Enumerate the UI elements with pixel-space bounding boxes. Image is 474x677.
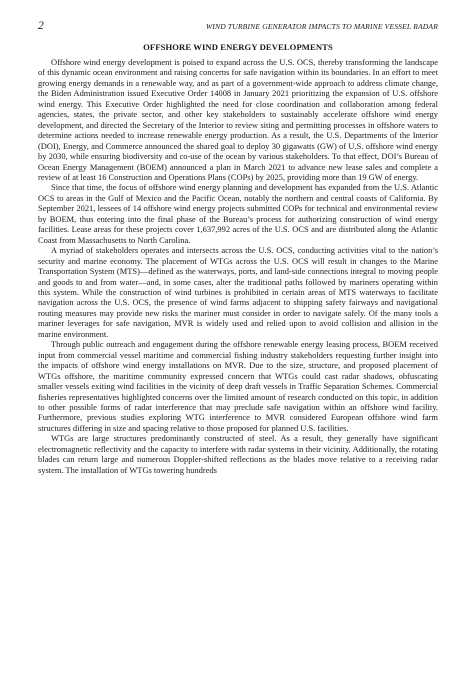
- running-title: WIND TURBINE GENERATOR IMPACTS TO MARINE VESSEL RADAR: [205, 22, 438, 31]
- body-text: [38, 57, 438, 475]
- paragraph: WTGs are large structures predominantly constructed of steel. As a result, they generally have significant electromagnetic reflectivity and the capacity to interfere with radar systems in their vicinity. Additionally, the rotating blades can return large and numerous Doppler-shifted reflections as the blades move relative to a receiving radar system. The installation of WTGs towering hundreds: [38, 433, 438, 475]
- paragraph: Offshore wind energy development is poised to expand across the U.S. OCS, thereby transforming the landscape of this dynamic ocean environment and raising concerns for safe navigation within its boundaries. In an effort to meet growing energy demands in a renewable way, and as part of a government-wide approach to address climate change, the Biden Administration issued Executive Order 14008 in January 2021 prioritizing the expansion of U.S. offshore wind energy. This Executive Order highlighted the need for close coordination and collaboration among federal agencies, states, the private sector, and other key stakeholders to sustainably accelerate offshore wind energy development, and directed the Secretary of the Interior to review siting and permitting processes in offshore waters to determine actions needed to increase renewable energy production. As a result, the U.S. Departments of the Interior (DOI), Energy, and Commerce announced the shared goal to deploy 30 gigawatts (GW) of U.S. offshore wind energy by 2030, while ensuring biodiversity and co-use of the ocean by various stakeholders. To that effect, DOI’s Bureau of Ocean Energy Management (BOEM) announced a plan in March 2021 to advance new lease sales and complete a review of at least 16 Construction and Operations Plans (COPs) by 2025, providing more than 19 GW of energy.: [38, 57, 438, 182]
- section-heading: OFFSHORE WIND ENERGY DEVELOPMENTS: [143, 42, 333, 52]
- paragraph: Since that time, the focus of offshore wind energy planning and development has expanded from the U.S. Atlantic OCS to areas in the Gulf of Mexico and the Pacific Ocean, notably the northern and central coasts of California. By September 2021, lessees of 14 offshore wind energy projects submitted COPs for technical and environmental review by BOEM, thus entering into the final phase of the Bureau’s process for authorizing construction of wind energy facilities. Lease areas for these projects cover 1,637,992 acres of the U.S. OCS and are distributed along the Atlantic Coast from Massachusetts to North Carolina.: [38, 182, 438, 245]
- paragraph: A myriad of stakeholders operates and intersects across the U.S. OCS, conducting activities vital to the nation’s security and marine economy. The placement of WTGs across the U.S. OCS will result in changes to the Marine Transportation System (MTS)—defined as the waterways, ports, and land-side connections integral to moving people and goods to and from water—and, in some cases, alter the traditional paths followed by mariners operating within this system. While the construction of wind turbines is prohibited in certain areas of MTS waterways to facilitate navigation across the U.S. OCS, the presence of wind farms adjacent to shipping safety fairways and navigational routing measures may provide new risks the mariner must consider in order to navigate safely. Of the many tools a mariner leverages for safe navigation, MVR is widely used and relied upon to avoid collision and allision in the marine environment.: [38, 245, 438, 339]
- paragraph: Through public outreach and engagement during the offshore renewable energy leasing process, BOEM received input from commercial vessel maritime and commercial fishing industry stakeholders requesting further insight into the impacts of offshore wind energy installations on MVR. Due to the size, structure, and proposed placement of WTGs offshore, the maritime community expressed concern that WTGs could cast radar shadows, obfuscating smaller vessels exiting wind facilities in the vicinity of deep draft vessels in Traffic Separation Schemes. Commercial fisheries representatives highlighted concerns over the limited amount of research conducted on this topic, in addition to other possible forms of radar interference that may preclude safe navigation within an offshore wind facility. Furthermore, previous studies exploring WTG interference to MVR considered European offshore wind farm structures differing in size and spacing relative to those proposed for planned U.S. facilities.: [38, 339, 438, 433]
- page-number: 2: [38, 20, 44, 32]
- running-header: [38, 20, 438, 36]
- document-page: [38, 20, 438, 475]
